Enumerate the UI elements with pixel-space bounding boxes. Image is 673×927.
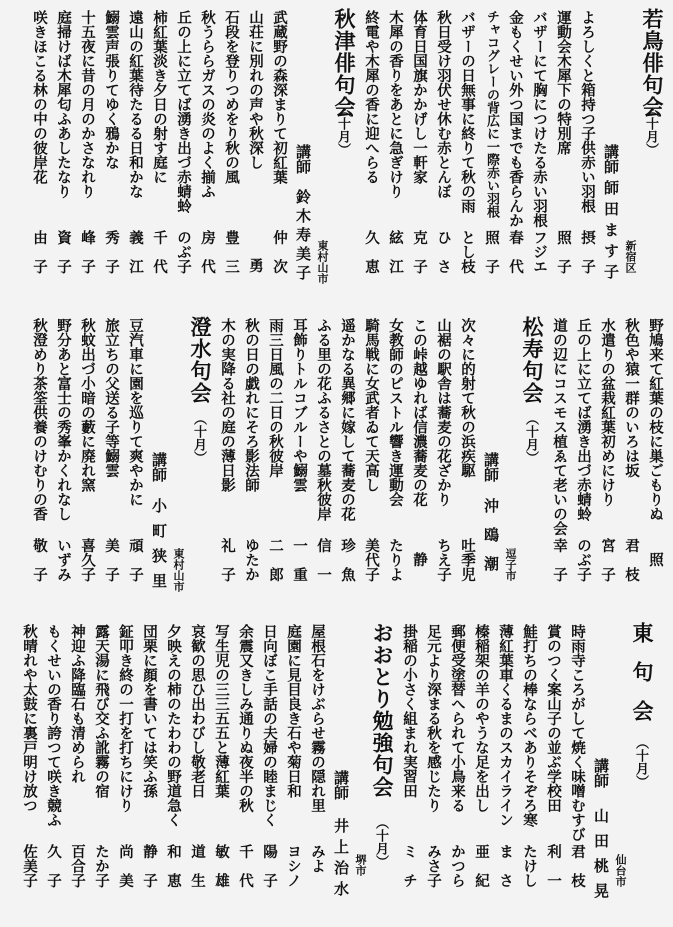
place-label: 東村山市 <box>316 240 329 284</box>
poem: バザーにて胸につけたる赤い羽根 フジエ <box>531 10 547 274</box>
poem: 柿紅葉淡き夕日の射す庭に 千 代 <box>151 10 167 274</box>
poem: 咲きほこる林の中の彼岸花 由 子 <box>31 10 47 274</box>
group-title-akitsu: 秋津俳句会 （十月） <box>329 4 359 304</box>
poem: 庭掃けば木犀匂ふあしたなり 資 子 <box>55 10 71 274</box>
lecturer: 講師 鈴木寿美子 <box>294 144 312 284</box>
poem: 丘の上に立てば湧き出づ赤蜻蛉 のぶ子 <box>575 318 591 582</box>
poem: 鮭打ちの棒ならべありそぞろ寒 たけし <box>521 624 537 888</box>
poem: 山荘に別れの声や秋深し 勇 <box>247 10 263 273</box>
poem: ふる里の花ふるさとの墓秋彼岸 信 一 <box>315 318 331 582</box>
lecturer: 講師 沖鴎潮 <box>482 452 500 585</box>
place-label: 東村山市 <box>172 548 185 592</box>
group-title-ootori: おおとり勉強句会 （十月） <box>367 618 397 923</box>
poem: 露天湯に飛び交ふ訛霧の宿 たか子 <box>93 624 109 888</box>
poem: 賞のつく案山子の並ぶ学校田 利 一 <box>545 624 561 888</box>
poem: 木犀の香りをあとに急ぎけり 絃 江 <box>387 10 403 274</box>
poem: 野分あと富士の秀峯かくれなし いずみ <box>55 318 71 582</box>
lecturer: 講師 井上治水 <box>332 770 350 902</box>
poem: 山裾の駅舎は蕎麦の花ざかり ちえ子 <box>435 318 451 582</box>
poem: 遠山の紅葉待たるる日和かな 義 江 <box>127 10 143 274</box>
poem: よろしくと箱持つ子供赤い羽根 摂 子 <box>579 10 595 274</box>
month-label: （十月） <box>335 104 350 156</box>
poem: 雨三日風の二日の秋彼岸 二 郎 <box>267 318 283 582</box>
poem: 丘の上に立てば湧き出づ赤蜻蛉 のぶ子 <box>175 10 191 274</box>
poem: 野鳩来て紅葉の枝に巣ごもりぬ 照 <box>647 318 663 567</box>
poem: 団栗に顔を書いては笑ふ孫 静 子 <box>141 624 157 888</box>
place-label: 堺市 <box>354 854 367 876</box>
poem: 女教師のピストル響き運動会 たりよ <box>387 318 403 582</box>
poem: 余震又きしみ通りぬ夜半の秋 千 代 <box>237 624 253 888</box>
poem: 秋澄めり茶筌供養のけむりの香 敬 子 <box>31 318 47 582</box>
month-label: （十月） <box>523 412 538 464</box>
poem: 秋色や猿一群のいろは坂 君 枝 <box>623 318 639 582</box>
poem: 時雨寺ころがして焼く味噌むすび 君 枝 <box>569 624 585 888</box>
poem: 秋日受け羽伏せ休む赤とんぼ ひ さ <box>435 10 451 274</box>
poem: 騎馬戦に女武者ゐて天高し 美代子 <box>363 318 379 582</box>
poem: 日向ぼこ手話の夫婦の睦まじく 陽 子 <box>261 624 277 888</box>
poem: もくせいの香り誇つて咲き競ふ 久 子 <box>45 624 61 888</box>
poem: 写生児の三三五五と薄紅葉 敏 雄 <box>213 624 229 888</box>
poem: 金もくせい外つ国までも香らんか 春 代 <box>507 10 523 274</box>
group-title-shoju: 松寿句会 （十月） <box>517 312 547 612</box>
poem: 哀歓の思ひ出わびし敬老日 道 生 <box>189 624 205 888</box>
group-title-chosui: 澄水句会 （十月） <box>185 312 215 612</box>
poem: 鰯雲声張りてゆく鴉かな 秀 子 <box>103 10 119 274</box>
poem: この峠越ゆれば信濃蕎麦の花 静 <box>411 318 427 567</box>
place-label: 仙台市 <box>614 854 627 887</box>
poem: 薄紅葉車くるまのスカイライン ま さ <box>497 624 513 888</box>
group-title-wakadori: 若鳥俳句会 （十月） <box>637 4 667 304</box>
column-flow <box>17 618 667 923</box>
lecturer: 講師 小町狭里 <box>150 452 168 598</box>
lecturer: 講師 山田桃晃 <box>592 758 610 908</box>
poem: 石段を登りつめをり秋の風 豊 三 <box>223 10 239 274</box>
poem: 秋蚊出づ小暗の藪に廃れ窯 喜久子 <box>79 318 95 582</box>
band-bottom <box>0 618 673 923</box>
poem: 耳飾りトルコブルーや鰯雲 一 重 <box>291 318 307 582</box>
poem: 武蔵野の森深まりて初紅葉 仲 次 <box>271 10 287 274</box>
place-label: 新宿区 <box>624 240 637 273</box>
poem: 屋根石をけぶらせ霧の隠れ里 みよ <box>309 624 325 873</box>
poem: 夕映えの柿のたわわの野道急く 和 恵 <box>165 624 181 888</box>
place-label: 逗子市 <box>504 548 517 581</box>
poem: 掛稲の小さく組まれ実習田 ミ チ <box>401 624 417 888</box>
poem: 秋の日の戯れにそろ影法師 ゆたか <box>243 318 259 582</box>
month-label: （十月） <box>643 104 658 156</box>
month-label: （十月） <box>191 412 206 464</box>
month-label: （十月） <box>633 736 648 788</box>
poem: 豆汽車に園を巡りて爽やかに 頑 子 <box>127 318 143 582</box>
column-flow <box>27 4 667 304</box>
poem: 庭園に見目良き石や菊日和 ヨシノ <box>285 624 301 888</box>
poem: 次々に的射て秋の浜疾駆 吐季児 <box>459 318 475 582</box>
poem: 道の辺にコスモス植ゑて老いの会 幸 子 <box>551 318 567 582</box>
poem: 神迎ふ降臨石も清められ 百合子 <box>69 624 85 888</box>
poem: 榛稲架の羊のやうな足を出し 亜 紀 <box>473 624 489 888</box>
poem: チャコグレーの背広に一際赤い羽根 照 子 <box>483 10 499 274</box>
band-top <box>0 4 673 304</box>
group-title-higashi: 東句会 （十月） <box>627 618 657 923</box>
poem: 水遣りの盆栽紅葉初めにけり 宮 子 <box>599 318 615 582</box>
lecturer: 講師 師田ます子 <box>602 144 620 285</box>
poem: 秋晴れや太鼓に裏戸明け放つ 佐美子 <box>21 624 37 888</box>
poem: 木の実降る社の庭の薄日影 礼 子 <box>219 318 235 582</box>
poem: 終電や木犀の香に迎へらる 久 恵 <box>363 10 379 274</box>
poem: 十五夜に昔の月のかさなれり 峰 子 <box>79 10 95 274</box>
band-middle <box>0 312 673 612</box>
poem: 鉦叩き終の一打を打ちにけり 尚 美 <box>117 624 133 888</box>
column-flow <box>27 312 667 612</box>
poem: 郵便受塗替へられて小鳥来る かつら <box>449 624 465 888</box>
poem: 足元より深まる秋を感じたり みさ子 <box>425 624 441 888</box>
poem: 遥かなる異郷に嫁して蕎麦の花 珍 魚 <box>339 318 355 582</box>
month-label: （十月） <box>373 816 388 868</box>
poem: 運動会木犀下の特別席 照 子 <box>555 10 571 274</box>
poem: 体育日国旗かかげし一軒家 克 子 <box>411 10 427 274</box>
poem: 旅立ちの父送る子等鰯雲 美 子 <box>103 318 119 582</box>
poem: バザーの日無事に終りて秋の雨 とし枝 <box>459 10 475 274</box>
poem: 秋うららガスの炎のよく揃ふ 房 代 <box>199 10 215 274</box>
